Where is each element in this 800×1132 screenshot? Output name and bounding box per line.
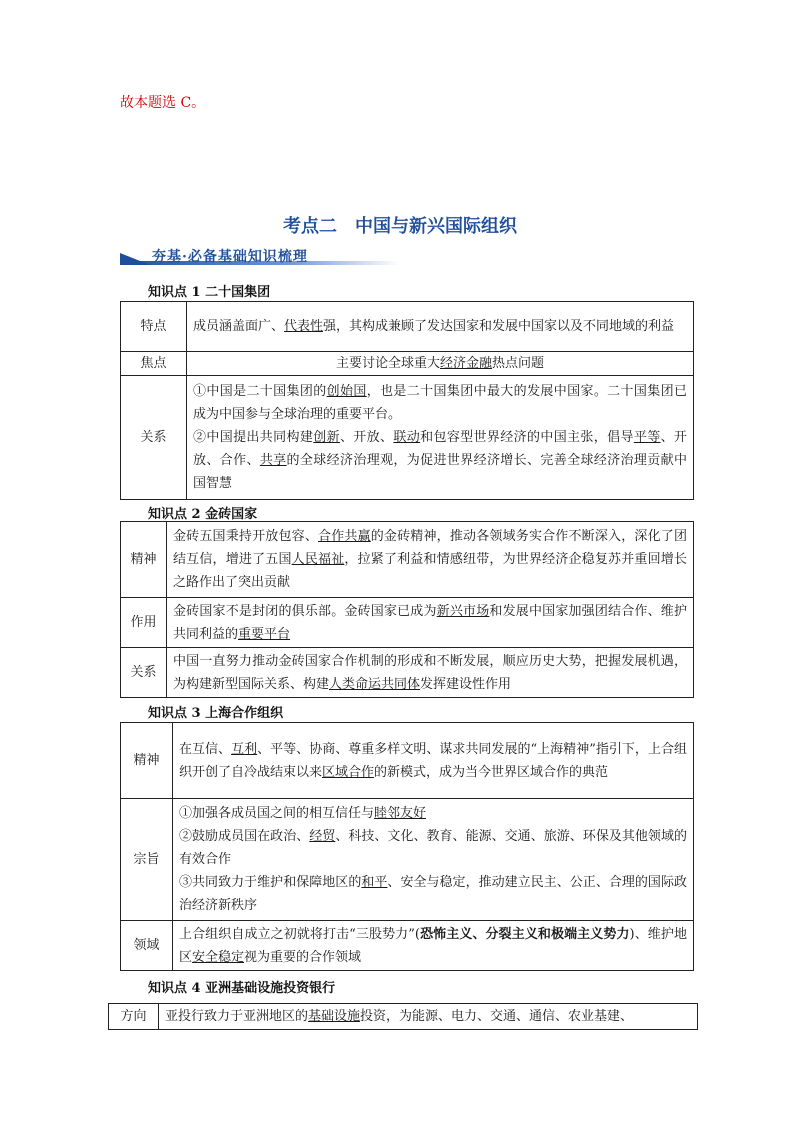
row-content: [173, 921, 694, 971]
text-run: 强，其构成兼顾了发达国家和发展中国家以及不同地域的利益: [323, 319, 675, 334]
text-run: ①加强各成员国之间的相互信任与: [179, 806, 375, 821]
text-run: 和包容型世界经济的中国主张，倡导: [420, 430, 634, 445]
row-label: 精神: [121, 522, 167, 598]
row-content: [187, 376, 694, 500]
text-run: 、平等、协商、尊重多样文明、谋求共同发展的“上海精神”指引下，上合组织开创了自冷战结束以来: [179, 741, 687, 780]
row-label: 领域: [121, 921, 173, 971]
kp3-title: 知识点 3 上海合作组织: [148, 706, 284, 721]
table-row: [109, 1004, 698, 1030]
table-row: [121, 376, 694, 500]
row-content: [187, 352, 694, 376]
text-run: ，拉紧了利益和情感纽带，为世界经济企稳复苏并重回增长之路作出了突出贡献: [173, 552, 687, 590]
underlined-term: 代表性: [284, 319, 324, 334]
section-banner: [120, 246, 400, 270]
table-row: [121, 648, 694, 698]
section-title: 考点二 中国与新兴国际组织: [283, 216, 517, 237]
kp2-table: [120, 521, 694, 698]
row-content: [173, 723, 694, 799]
table-row: [121, 921, 694, 971]
underlined-term: 共享: [259, 453, 287, 468]
text-run: 的金砖精神，推动各领域务实合作不断深入，深化了团结互信，增进了五国: [173, 529, 687, 567]
row-content: [167, 648, 694, 698]
underlined-term: 新兴市场: [436, 603, 490, 619]
underlined-term: 人类命运共同体: [329, 676, 421, 692]
text-run: 金砖五国秉持开放包容、: [173, 529, 319, 544]
kp4-table: [108, 1003, 698, 1030]
text-run: 的新模式，成为当今世界区域合作的典范: [374, 764, 609, 780]
text-run: ，也是二十国集团中最大的发展中国家。二十国集团已成为中国参与全球治理的重要平台。: [193, 384, 687, 422]
table-row: [121, 302, 694, 352]
underlined-term: 重要平台: [238, 626, 291, 642]
row-label: 关系: [121, 376, 187, 500]
text-run: ②鼓励成员国在政治、: [179, 829, 310, 844]
content-line: [193, 380, 687, 426]
underlined-term: 创新: [313, 430, 340, 445]
row-label: 关系: [121, 648, 167, 698]
text-run: 、开放、合作、: [193, 430, 687, 468]
banner-label: 夯基·必备基础知识梳理: [152, 249, 308, 265]
underlined-term: 经济金融: [439, 356, 492, 371]
underlined-term: 人民福祉: [291, 552, 345, 567]
underlined-term: 和平: [361, 875, 388, 890]
text-run: 上合组织自成立之初就将打击“三股势力”(: [179, 926, 420, 942]
row-label: 精神: [121, 723, 173, 799]
answer-note: 故本题选 C。: [120, 95, 206, 111]
kp2-title: 知识点 2 金砖国家: [148, 507, 258, 522]
row-content: [167, 598, 694, 648]
bold-term: 恐怖主义、分裂主义和极端主义势力: [420, 926, 630, 942]
row-label: 特点: [121, 302, 187, 352]
underlined-term: 合作共赢: [318, 529, 371, 544]
underlined-term: 互利: [231, 741, 258, 757]
content-line: [179, 871, 687, 917]
kp4-title: 知识点 4 亚洲基础设施投资银行: [148, 981, 336, 996]
text-run: ③共同致力于维护和保障地区的: [179, 875, 362, 890]
text-run: 的全球经济治理观，为促进世界经济增长、完善全球经济治理贡献中国智慧: [193, 453, 687, 491]
row-content: [187, 302, 694, 352]
table-row: [121, 522, 694, 598]
underlined-term: 睦邻友好: [374, 806, 427, 821]
row-label: 作用: [121, 598, 167, 648]
text-run: 投资，为能源、电力、交通、通信、农业基建、: [360, 1009, 634, 1024]
row-label: 焦点: [121, 352, 187, 376]
underlined-term: 安全稳定: [192, 949, 245, 965]
text-run: 主要讨论全球重大: [335, 356, 440, 371]
underlined-term: 区域合作: [322, 764, 375, 780]
content-line: [179, 802, 687, 825]
row-content: [173, 799, 694, 921]
text-run: 热点问题: [492, 356, 545, 371]
content-line: [193, 426, 687, 495]
text-run: 亚投行致力于亚洲地区的: [165, 1009, 309, 1024]
text-run: 在互信、: [179, 741, 232, 757]
row-content: [159, 1004, 698, 1030]
text-run: 发挥建设性作用: [420, 676, 512, 692]
banner-triangle-icon: [120, 253, 150, 265]
text-run: ②中国提出共同构建: [193, 430, 314, 445]
text-run: 、开放、: [339, 430, 394, 445]
text-run: ①中国是二十国集团的: [193, 384, 327, 399]
underlined-term: 联动: [393, 430, 421, 445]
table-row: [121, 799, 694, 921]
content-line: [179, 825, 687, 871]
text-run: 视为重要的合作领域: [244, 949, 362, 965]
underlined-term: 平等: [633, 430, 661, 445]
row-label: 方向: [109, 1004, 159, 1030]
underlined-term: 基础设施: [308, 1009, 361, 1024]
kp1-title: 知识点 1 二十国集团: [148, 285, 271, 300]
table-row: [121, 352, 694, 376]
text-run: 、安全与稳定，推动建立民主、公正、合理的国际政治经济新秩序: [179, 875, 687, 913]
row-content: [167, 522, 694, 598]
text-run: 和发展中国家加强团结合作、维护共同利益的: [173, 603, 687, 642]
text-run: 成员涵盖面广、: [193, 319, 285, 334]
row-label: 宗旨: [121, 799, 173, 921]
text-run: )、维护地区: [179, 926, 687, 965]
underlined-term: 经贸: [309, 829, 336, 844]
table-row: [121, 723, 694, 799]
text-run: 金砖国家不是封闭的俱乐部。金砖国家已成为: [173, 603, 437, 619]
kp3-table: [120, 722, 694, 971]
text-run: 中国一直努力推动金砖国家合作机制的形成和不断发展，顺应历史大势，把握发展机遇，为构建新型国际关系、构建: [173, 653, 687, 692]
underlined-term: 创始国: [326, 384, 367, 399]
kp1-table: [120, 301, 694, 500]
text-run: 、科技、文化、教育、能源、交通、旅游、环保及其他领域的有效合作: [179, 829, 687, 867]
table-row: [121, 598, 694, 648]
